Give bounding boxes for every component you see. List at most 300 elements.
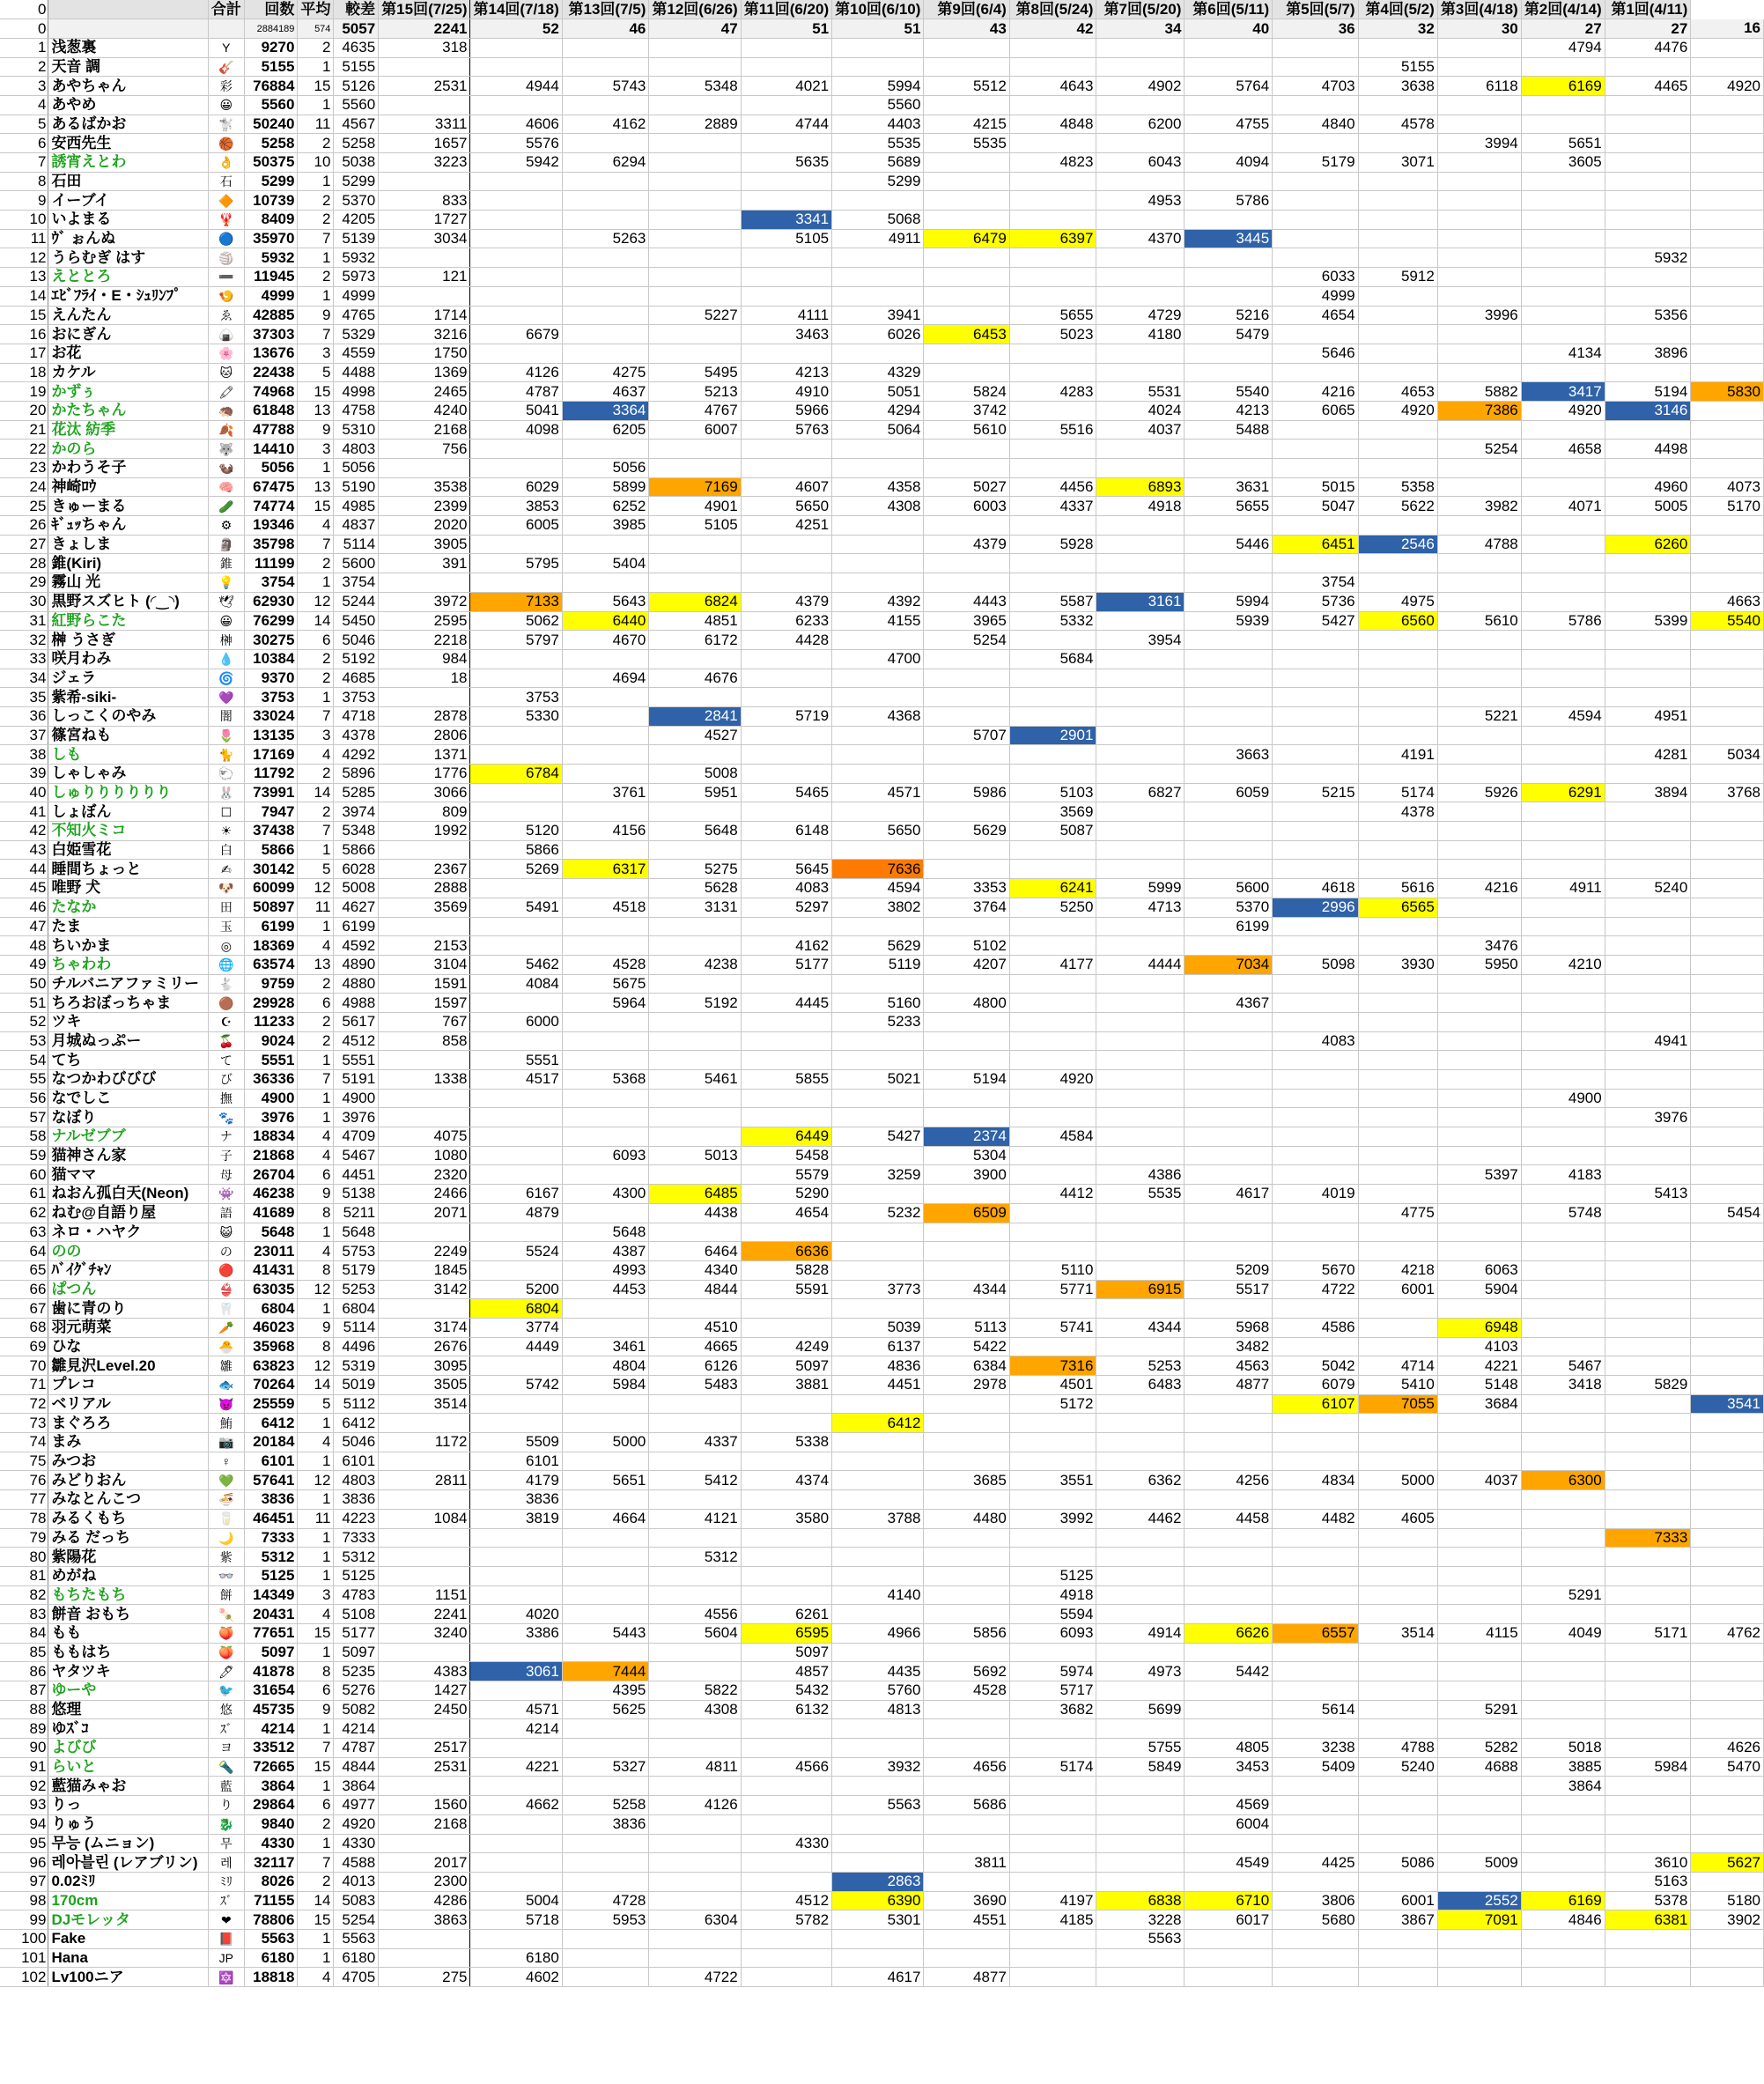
score-spread[interactable] (379, 688, 470, 707)
table-row[interactable] (0, 1719, 1764, 1739)
round-score[interactable] (1691, 765, 1764, 784)
row-index[interactable]: 101 (0, 1948, 48, 1968)
round-score[interactable]: 5232 (832, 1203, 924, 1223)
score-spread[interactable]: 3863 (379, 1910, 470, 1930)
play-count[interactable]: 2 (298, 191, 334, 211)
round-score[interactable] (1009, 172, 1096, 191)
table-row[interactable] (0, 1414, 1764, 1433)
round-score[interactable] (649, 1662, 741, 1681)
round-score[interactable] (1605, 1051, 1691, 1070)
round-score[interactable]: 5563 (832, 1796, 924, 1815)
round-score[interactable] (1185, 573, 1273, 593)
round-score[interactable] (1521, 592, 1605, 611)
player-icon[interactable]: 🔵 (208, 229, 244, 248)
average-score[interactable]: 5254 (334, 1910, 379, 1930)
round-score[interactable] (1437, 1185, 1521, 1204)
summary-round-count[interactable]: 27 (1605, 19, 1691, 39)
row-index[interactable]: 35 (0, 688, 48, 707)
round-score[interactable] (1605, 592, 1691, 611)
player-icon[interactable]: ➖ (208, 268, 244, 287)
round-score[interactable] (1521, 1509, 1605, 1528)
round-score[interactable] (1096, 1146, 1185, 1165)
round-score[interactable] (1437, 1528, 1521, 1548)
score-spread[interactable]: 1371 (379, 745, 470, 765)
round-score[interactable]: 4879 (470, 1203, 562, 1223)
player-name[interactable]: ねおん孤白天(Neon) (48, 1185, 208, 1204)
round-score[interactable] (1605, 57, 1691, 77)
round-score[interactable] (562, 1643, 649, 1662)
round-score[interactable]: 6294 (562, 153, 649, 173)
round-score[interactable] (741, 1051, 831, 1070)
play-count[interactable]: 2 (298, 765, 334, 784)
round-score[interactable]: 3514 (1358, 1623, 1437, 1643)
average-score[interactable]: 5312 (334, 1548, 379, 1567)
round-score[interactable] (562, 1203, 649, 1223)
round-score[interactable] (1358, 38, 1437, 57)
round-score[interactable]: 7169 (649, 477, 741, 497)
round-score[interactable]: 4918 (1009, 1585, 1096, 1605)
round-score[interactable] (1009, 688, 1096, 707)
player-name[interactable]: 170cm (48, 1891, 208, 1910)
round-score[interactable] (470, 1681, 562, 1701)
round-score[interactable] (1185, 1548, 1273, 1567)
average-score[interactable]: 4592 (334, 936, 379, 956)
table-row[interactable] (0, 822, 1764, 841)
round-score[interactable] (924, 363, 1009, 382)
round-score[interactable] (1096, 1299, 1185, 1319)
round-score[interactable] (649, 191, 741, 211)
round-score[interactable] (1437, 344, 1521, 363)
round-score[interactable] (1185, 554, 1273, 573)
round-score[interactable] (1437, 1872, 1521, 1891)
round-score[interactable]: 5655 (1185, 497, 1273, 516)
column-header[interactable]: 第13回(7/5) (562, 0, 649, 19)
round-score[interactable] (1437, 1089, 1521, 1108)
player-name[interactable]: 安西先生 (48, 134, 208, 153)
average-score[interactable]: 4709 (334, 1127, 379, 1147)
round-score[interactable] (470, 1643, 562, 1662)
row-index[interactable]: 20 (0, 401, 48, 420)
round-score[interactable] (832, 57, 924, 77)
score-spread[interactable]: 1427 (379, 1681, 470, 1701)
round-score[interactable] (470, 994, 562, 1013)
round-score[interactable] (1691, 459, 1764, 478)
round-score[interactable]: 4775 (1358, 1203, 1437, 1223)
player-icon[interactable]: 🦦 (208, 459, 244, 478)
round-score[interactable] (832, 1242, 924, 1261)
round-score[interactable] (1521, 1337, 1605, 1356)
round-score[interactable] (924, 1929, 1009, 1948)
column-header[interactable]: 第2回(4/14) (1521, 0, 1605, 19)
player-name[interactable]: 무능 (ムニョン) (48, 1834, 208, 1853)
player-icon[interactable]: 🐈 (208, 745, 244, 765)
average-score[interactable]: 5192 (334, 649, 379, 669)
round-score[interactable] (1185, 631, 1273, 650)
round-score[interactable] (1273, 459, 1358, 478)
round-score[interactable] (1273, 325, 1358, 344)
round-score[interactable] (1691, 1376, 1764, 1395)
summary-round-count[interactable]: 16 (1691, 19, 1764, 39)
round-score[interactable]: 5015 (1273, 477, 1358, 497)
round-score[interactable]: 3836 (562, 1814, 649, 1834)
round-score[interactable]: 6317 (562, 860, 649, 879)
round-score[interactable] (1437, 268, 1521, 287)
round-score[interactable]: 3541 (1691, 1394, 1764, 1414)
round-score[interactable] (1096, 745, 1185, 765)
table-row[interactable] (0, 1662, 1764, 1681)
row-index[interactable]: 31 (0, 611, 48, 631)
player-name[interactable]: なぼり (48, 1108, 208, 1127)
round-score[interactable] (832, 1605, 924, 1624)
score-spread[interactable]: 3066 (379, 783, 470, 802)
round-score[interactable]: 5086 (1358, 1853, 1437, 1873)
round-score[interactable] (1358, 688, 1437, 707)
round-score[interactable]: 5591 (741, 1280, 831, 1299)
player-icon[interactable]: ゑ (208, 306, 244, 325)
average-score[interactable]: 4890 (334, 955, 379, 974)
total-score[interactable]: 30275 (244, 631, 298, 650)
round-score[interactable]: 5458 (741, 1146, 831, 1165)
round-score[interactable] (1691, 974, 1764, 994)
round-score[interactable] (1605, 726, 1691, 745)
round-score[interactable] (1358, 1814, 1437, 1834)
table-row[interactable] (0, 573, 1764, 593)
round-score[interactable] (1691, 669, 1764, 688)
round-score[interactable]: 7091 (1437, 1910, 1521, 1930)
round-score[interactable] (832, 248, 924, 268)
round-score[interactable]: 4445 (741, 994, 831, 1013)
column-header[interactable]: 合計 (208, 0, 244, 19)
round-score[interactable] (1521, 1433, 1605, 1452)
round-score[interactable] (1009, 1165, 1096, 1185)
round-score[interactable] (562, 1968, 649, 1987)
round-score[interactable]: 5912 (1358, 268, 1437, 287)
round-score[interactable]: 4729 (1096, 306, 1185, 325)
round-score[interactable] (924, 840, 1009, 860)
table-row[interactable] (0, 1318, 1764, 1337)
round-score[interactable] (1437, 1433, 1521, 1452)
round-score[interactable] (562, 688, 649, 707)
play-count[interactable]: 1 (298, 840, 334, 860)
player-name[interactable]: 悠理 (48, 1700, 208, 1719)
total-score[interactable]: 37303 (244, 325, 298, 344)
round-score[interactable] (1521, 1242, 1605, 1261)
round-score[interactable]: 5102 (924, 936, 1009, 956)
round-score[interactable] (741, 38, 831, 57)
round-score[interactable]: 4197 (1009, 1891, 1096, 1910)
round-score[interactable] (562, 765, 649, 784)
play-count[interactable]: 6 (298, 994, 334, 1013)
round-score[interactable] (1096, 286, 1185, 306)
round-score[interactable]: 6626 (1185, 1623, 1273, 1643)
round-score[interactable]: 4179 (470, 1471, 562, 1490)
total-score[interactable]: 3836 (244, 1490, 298, 1510)
round-score[interactable]: 5443 (562, 1623, 649, 1643)
round-score[interactable]: 5013 (649, 1146, 741, 1165)
average-score[interactable]: 5155 (334, 57, 379, 77)
player-name[interactable]: あるばかお (48, 115, 208, 134)
round-score[interactable] (1358, 1528, 1437, 1548)
round-score[interactable]: 5412 (649, 1471, 741, 1490)
round-score[interactable] (924, 1433, 1009, 1452)
round-score[interactable] (1185, 1394, 1273, 1414)
round-score[interactable]: 5680 (1273, 1910, 1358, 1930)
round-score[interactable]: 6001 (1358, 1280, 1437, 1299)
summary-total[interactable]: 2884189 (244, 19, 298, 39)
round-score[interactable] (1437, 1203, 1521, 1223)
round-score[interactable]: 4518 (562, 898, 649, 917)
player-icon[interactable]: 🐣 (208, 1337, 244, 1356)
round-score[interactable] (741, 1528, 831, 1548)
row-index[interactable]: 74 (0, 1433, 48, 1452)
round-score[interactable] (1521, 1929, 1605, 1948)
round-score[interactable] (1358, 306, 1437, 325)
round-score[interactable]: 5172 (1009, 1394, 1096, 1414)
round-score[interactable]: 5517 (1185, 1280, 1273, 1299)
round-score[interactable]: 5509 (470, 1433, 562, 1452)
round-score[interactable] (1521, 860, 1605, 879)
round-score[interactable]: 5540 (1185, 382, 1273, 402)
table-row[interactable] (0, 936, 1764, 956)
round-score[interactable] (1691, 95, 1764, 115)
table-row[interactable] (0, 401, 1764, 420)
round-score[interactable] (470, 573, 562, 593)
round-score[interactable] (924, 248, 1009, 268)
round-score[interactable] (832, 1146, 924, 1165)
round-score[interactable]: 3992 (1009, 1509, 1096, 1528)
round-score[interactable] (1273, 95, 1358, 115)
round-score[interactable]: 3996 (1437, 306, 1521, 325)
play-count[interactable]: 2 (298, 974, 334, 994)
round-score[interactable] (1185, 765, 1273, 784)
round-score[interactable]: 5984 (562, 1376, 649, 1395)
row-index[interactable]: 99 (0, 1910, 48, 1930)
player-name[interactable]: もちたもち (48, 1585, 208, 1605)
average-score[interactable]: 4292 (334, 745, 379, 765)
score-spread[interactable]: 2878 (379, 706, 470, 726)
row-index[interactable]: 87 (0, 1681, 48, 1701)
round-score[interactable] (832, 554, 924, 573)
average-score[interactable]: 5753 (334, 1242, 379, 1261)
round-score[interactable] (1273, 765, 1358, 784)
round-score[interactable] (562, 936, 649, 956)
round-score[interactable] (741, 745, 831, 765)
round-score[interactable] (924, 860, 1009, 879)
round-score[interactable]: 5227 (649, 306, 741, 325)
play-count[interactable]: 2 (298, 211, 334, 230)
round-score[interactable] (470, 459, 562, 478)
row-index[interactable]: 66 (0, 1280, 48, 1299)
table-row[interactable] (0, 1356, 1764, 1376)
round-score[interactable]: 4571 (470, 1700, 562, 1719)
player-icon[interactable]: 📕 (208, 1929, 244, 1948)
round-score[interactable] (562, 1012, 649, 1031)
round-score[interactable] (1691, 1127, 1764, 1147)
round-score[interactable]: 3811 (924, 1853, 1009, 1873)
round-score[interactable]: 5999 (1096, 879, 1185, 898)
round-score[interactable] (1521, 1968, 1605, 1987)
round-score[interactable] (741, 1414, 831, 1433)
round-score[interactable]: 5828 (741, 1260, 831, 1280)
total-score[interactable]: 50897 (244, 898, 298, 917)
round-score[interactable] (832, 1051, 924, 1070)
round-score[interactable] (1521, 268, 1605, 287)
play-count[interactable]: 1 (298, 917, 334, 936)
round-score[interactable] (1273, 211, 1358, 230)
score-spread[interactable]: 1338 (379, 1070, 470, 1090)
column-header[interactable]: 第3回(4/18) (1437, 0, 1521, 19)
round-score[interactable]: 5795 (470, 554, 562, 573)
round-score[interactable]: 5782 (741, 1910, 831, 1930)
round-score[interactable]: 5932 (1605, 248, 1691, 268)
table-row[interactable] (0, 860, 1764, 879)
round-score[interactable] (470, 1739, 562, 1758)
round-score[interactable] (924, 1528, 1009, 1548)
round-score[interactable] (1009, 1968, 1096, 1987)
total-score[interactable]: 36336 (244, 1070, 298, 1090)
round-score[interactable] (1358, 1681, 1437, 1701)
score-spread[interactable] (379, 248, 470, 268)
row-index[interactable]: 0 (0, 19, 48, 39)
round-score[interactable] (1185, 1605, 1273, 1624)
round-score[interactable]: 4973 (1096, 1662, 1185, 1681)
round-score[interactable]: 5994 (832, 77, 924, 96)
round-score[interactable]: 5718 (470, 1910, 562, 1930)
round-score[interactable]: 5719 (741, 706, 831, 726)
round-score[interactable] (649, 917, 741, 936)
round-score[interactable] (1096, 573, 1185, 593)
total-score[interactable]: 46451 (244, 1509, 298, 1528)
play-count[interactable]: 2 (298, 38, 334, 57)
row-index[interactable]: 21 (0, 420, 48, 440)
row-index[interactable]: 40 (0, 783, 48, 802)
round-score[interactable] (470, 1929, 562, 1948)
round-score[interactable] (1273, 631, 1358, 650)
table-row[interactable] (0, 248, 1764, 268)
round-score[interactable] (1009, 936, 1096, 956)
play-count[interactable]: 1 (298, 1548, 334, 1567)
player-icon[interactable]: 🔴 (208, 1260, 244, 1280)
round-score[interactable] (1691, 706, 1764, 726)
round-score[interactable] (1437, 1643, 1521, 1662)
round-score[interactable] (1521, 57, 1605, 77)
player-icon[interactable]: 🐩 (208, 115, 244, 134)
round-score[interactable] (1096, 1127, 1185, 1147)
table-row[interactable] (0, 1814, 1764, 1834)
round-score[interactable]: 4794 (1521, 38, 1605, 57)
score-spread[interactable]: 1597 (379, 994, 470, 1013)
round-score[interactable] (1358, 1777, 1437, 1796)
round-score[interactable] (1437, 917, 1521, 936)
round-score[interactable] (1358, 669, 1437, 688)
round-score[interactable]: 6557 (1273, 1623, 1358, 1643)
round-score[interactable] (1273, 134, 1358, 153)
round-score[interactable] (470, 286, 562, 306)
table-row[interactable] (0, 1548, 1764, 1567)
round-score[interactable]: 6636 (741, 1242, 831, 1261)
round-score[interactable] (1009, 765, 1096, 784)
round-score[interactable] (1273, 669, 1358, 688)
round-score[interactable]: 4156 (562, 822, 649, 841)
round-score[interactable] (1273, 706, 1358, 726)
player-name[interactable]: 不知火ミコ (48, 822, 208, 841)
average-score[interactable]: 3836 (334, 1490, 379, 1510)
round-score[interactable] (1185, 1108, 1273, 1127)
play-count[interactable]: 4 (298, 936, 334, 956)
round-score[interactable] (1273, 1452, 1358, 1471)
round-score[interactable] (1521, 649, 1605, 669)
round-score[interactable] (649, 440, 741, 459)
round-score[interactable] (832, 1299, 924, 1319)
table-row[interactable] (0, 802, 1764, 822)
player-name[interactable]: ﾊﾞｲｸﾞﾁｬﾝ (48, 1260, 208, 1280)
round-score[interactable]: 5291 (1437, 1700, 1521, 1719)
round-score[interactable] (1605, 1739, 1691, 1758)
round-score[interactable]: 5942 (470, 153, 562, 173)
round-score[interactable] (1605, 516, 1691, 536)
round-score[interactable] (1605, 1203, 1691, 1223)
round-score[interactable] (649, 134, 741, 153)
average-score[interactable]: 4844 (334, 1757, 379, 1777)
round-score[interactable]: 5764 (1185, 77, 1273, 96)
round-score[interactable] (1605, 1127, 1691, 1147)
round-score[interactable]: 4378 (1358, 802, 1437, 822)
score-spread[interactable]: 984 (379, 649, 470, 669)
play-count[interactable]: 8 (298, 1337, 334, 1356)
round-score[interactable] (1521, 1872, 1605, 1891)
player-icon[interactable]: 🍤 (208, 286, 244, 306)
table-row[interactable] (0, 1585, 1764, 1605)
round-score[interactable]: 3753 (470, 688, 562, 707)
round-score[interactable]: 5951 (649, 783, 741, 802)
table-row[interactable] (0, 994, 1764, 1013)
round-score[interactable] (470, 783, 562, 802)
round-score[interactable] (1185, 516, 1273, 536)
round-score[interactable] (1605, 994, 1691, 1013)
total-score[interactable]: 8026 (244, 1872, 298, 1891)
round-score[interactable] (832, 1394, 924, 1414)
play-count[interactable]: 8 (298, 1260, 334, 1280)
player-icon[interactable]: 紫 (208, 1548, 244, 1567)
table-row[interactable] (0, 840, 1764, 860)
round-score[interactable] (1691, 1681, 1764, 1701)
round-score[interactable] (1273, 38, 1358, 57)
average-score[interactable]: 5932 (334, 248, 379, 268)
round-score[interactable]: 5491 (470, 898, 562, 917)
round-score[interactable] (1521, 286, 1605, 306)
round-score[interactable] (649, 248, 741, 268)
row-index[interactable]: 63 (0, 1223, 48, 1242)
round-score[interactable]: 5689 (832, 153, 924, 173)
round-score[interactable] (924, 211, 1009, 230)
average-score[interactable]: 3974 (334, 802, 379, 822)
round-score[interactable]: 3461 (562, 1337, 649, 1356)
round-score[interactable] (1185, 1146, 1273, 1165)
round-score[interactable] (741, 1490, 831, 1510)
player-name[interactable]: 天音 調 (48, 57, 208, 77)
player-name[interactable]: ｳﾞ ぉんぬ (48, 229, 208, 248)
round-score[interactable] (1009, 191, 1096, 211)
round-score[interactable] (1358, 706, 1437, 726)
round-score[interactable]: 4637 (562, 382, 649, 402)
total-score[interactable]: 26704 (244, 1165, 298, 1185)
player-icon[interactable]: 무 (208, 1834, 244, 1853)
average-score[interactable]: 5008 (334, 879, 379, 898)
round-score[interactable] (1009, 706, 1096, 726)
round-score[interactable] (1273, 726, 1358, 745)
round-score[interactable] (924, 1548, 1009, 1567)
round-score[interactable] (562, 248, 649, 268)
